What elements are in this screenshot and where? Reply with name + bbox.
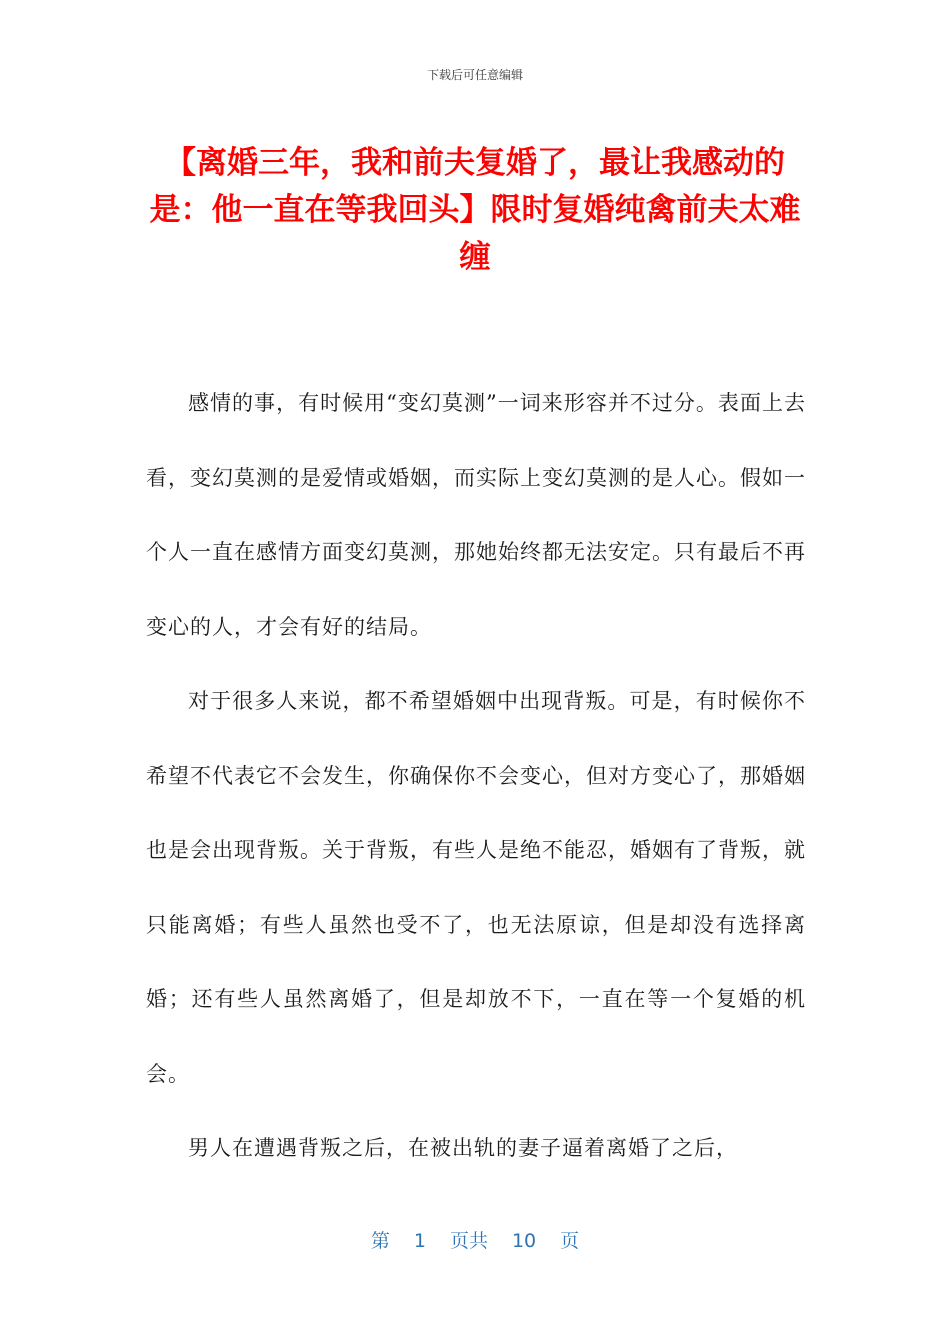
- document-title: 【离婚三年，我和前夫复婚了，最让我感动的是：他一直在等我回头】限时复婚纯禽前夫太难缠: [149, 145, 801, 275]
- header-note: 下载后可任意编辑: [426, 68, 523, 82]
- page-footer: [0, 1226, 950, 1253]
- document-body: [146, 366, 806, 1186]
- page-middle: 页共: [449, 1230, 488, 1252]
- paragraph: 感情的事，有时候用“变幻莫测”一词来形容并不过分。表面上去看，变幻莫测的是爱情或婚姻，而实际上变幻莫测的是人心。假如一个人一直在感情方面变幻莫测，那她始终都无法安定。只有最后不再变心的人，才会有好的结局。: [146, 391, 806, 639]
- current-page-number: 1: [413, 1230, 426, 1252]
- paragraph: 对于很多人来说，都不希望婚姻中出现背叛。可是，有时候你不希望不代表它不会发生，你确保你不会变心，但对方变心了，那婚姻也是会出现背叛。关于背叛，有些人是绝不能忍，婚姻有了背叛，就只能离婚；有些人虽然也受不了，也无法原谅，但是却没有选择离婚；还有些人虽然离婚了，但是却放不下，一直在等一个复婚的机会。: [146, 689, 806, 1086]
- page-suffix: 页: [560, 1230, 580, 1252]
- total-pages-number: 10: [511, 1230, 537, 1252]
- paragraph: 男人在遭遇背叛之后，在被出轨的妻子逼着离婚了之后，: [188, 1136, 738, 1160]
- page-prefix: 第: [370, 1230, 390, 1252]
